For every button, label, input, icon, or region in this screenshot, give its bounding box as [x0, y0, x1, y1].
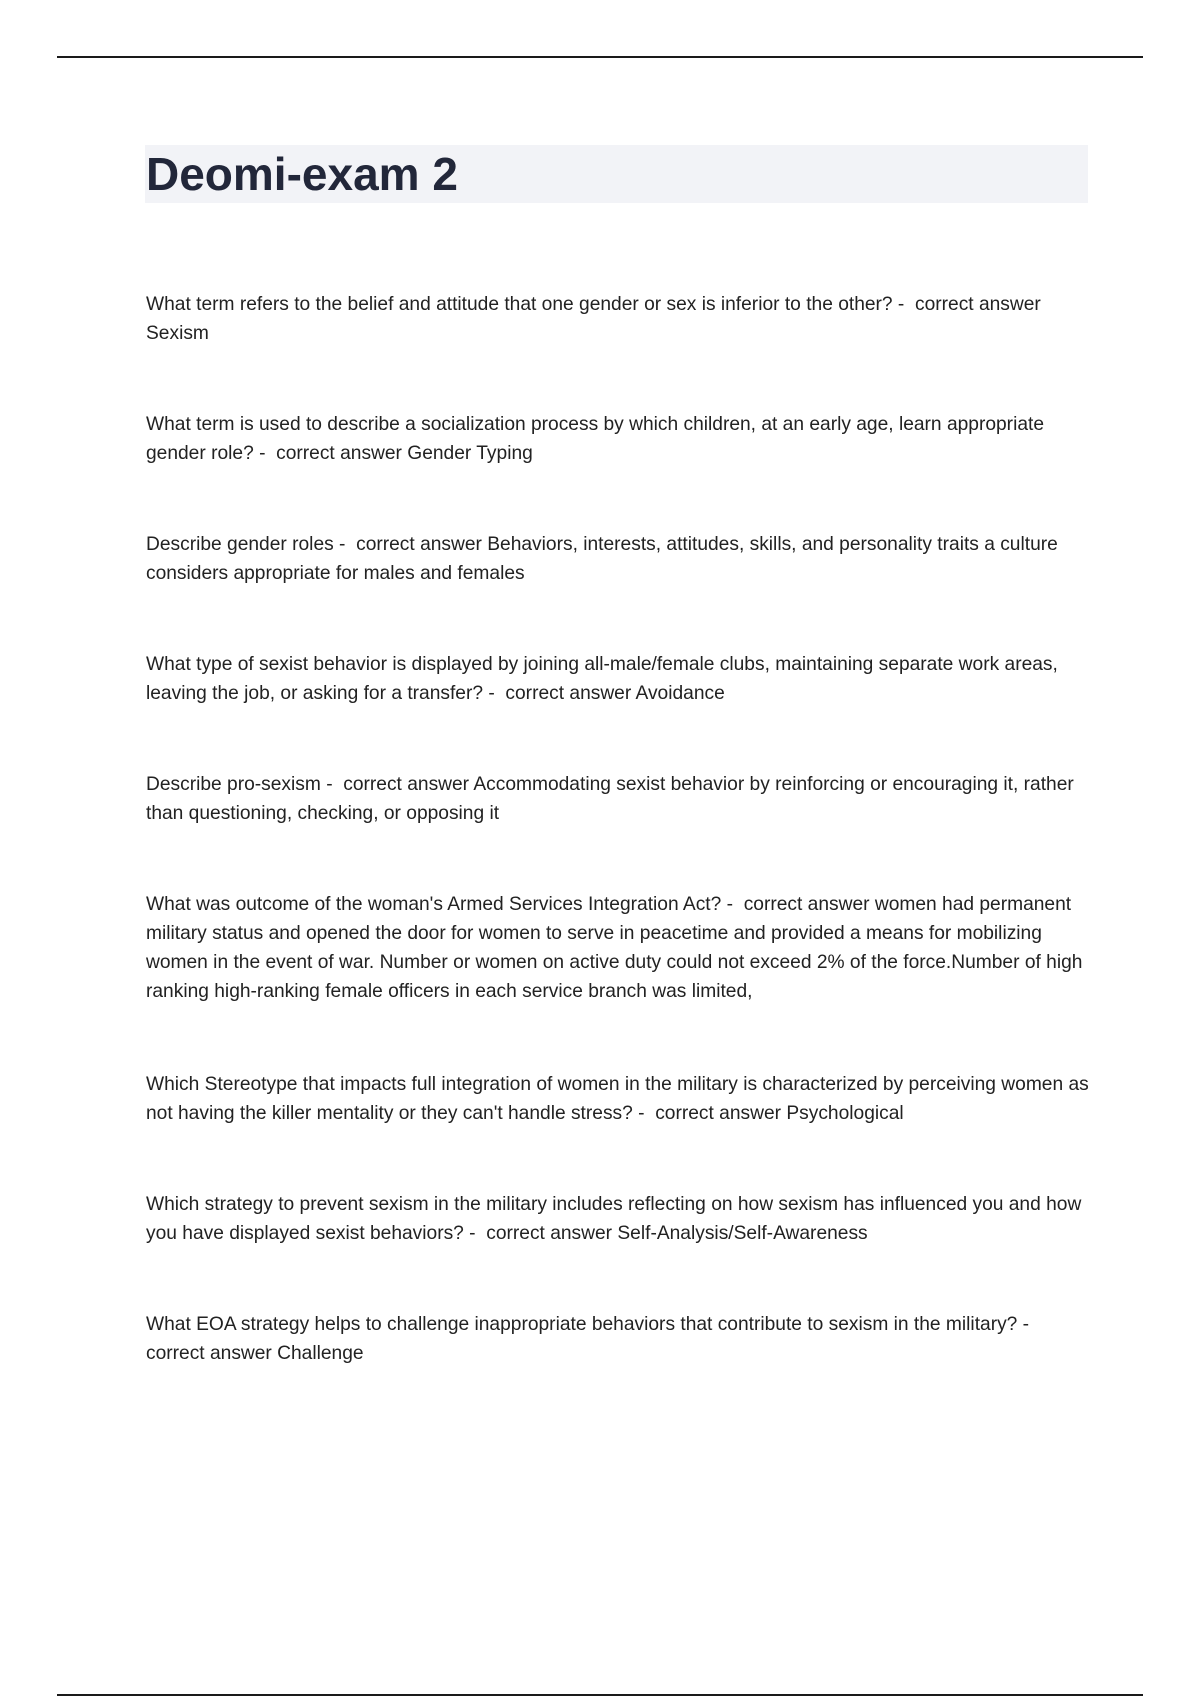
question-text: What term is used to describe a socialization process by which children, at an early age, learn appropriate gender role? - — [146, 414, 1045, 464]
qa-item — [146, 650, 1096, 708]
question-text: What was outcome of the woman's Armed Services Integration Act? - — [146, 894, 744, 915]
question-text: Which strategy to prevent sexism in the military includes reflecting on how sexism has influenced you and how you have displayed sexist behaviors? - — [146, 1194, 1082, 1244]
answer-text: correct answer women had permanent military status and opened the door for women to serve in peacetime and provided a means for mobilizing women in the event of war. Number or women on active duty could not exceed 2% of the force.Number of high ranking high-ranking female officers in each service branch was limited, — [146, 894, 1083, 1002]
question-text: What type of sexist behavior is displayed by joining all-male/female clubs, maintaining separate work areas, leaving the job, or asking for a transfer? - — [146, 654, 1058, 704]
answer-text: correct answer Gender Typing — [276, 443, 533, 464]
qa-item — [146, 890, 1096, 1006]
answer-text: correct answer Self-Analysis/Self-Awareness — [486, 1223, 868, 1244]
qa-item — [146, 770, 1096, 828]
answer-text: correct answer Challenge — [146, 1343, 364, 1364]
top-divider — [57, 56, 1143, 58]
question-text: What term refers to the belief and attitude that one gender or sex is inferior to the other? - — [146, 294, 915, 315]
qa-item — [146, 1310, 1096, 1368]
document-title: Deomi-exam 2 — [146, 148, 458, 200]
answer-text: correct answer Behaviors, interests, attitudes, skills, and personality traits a culture considers appropriate for males and females — [146, 534, 1058, 584]
bottom-divider — [57, 1694, 1143, 1696]
question-text: What EOA strategy helps to challenge inappropriate behaviors that contribute to sexism in the military? - — [146, 1314, 1035, 1335]
answer-text: correct answer Psychological — [655, 1103, 904, 1124]
question-text: Which Stereotype that impacts full integration of women in the military is characterized by perceiving women as not having the killer mentality or they can't handle stress? - — [146, 1074, 1089, 1124]
qa-item — [146, 410, 1096, 468]
question-text: Describe gender roles - — [146, 534, 357, 555]
answer-text: correct answer Accommodating sexist behavior by reinforcing or encouraging it, rather than questioning, checking, or opposing it — [146, 774, 1074, 824]
answer-text: correct answer Sexism — [146, 294, 1041, 344]
answer-text: correct answer Avoidance — [505, 683, 725, 704]
qa-item — [146, 530, 1096, 588]
qa-item — [146, 1070, 1096, 1128]
qa-item — [146, 1190, 1096, 1248]
question-text: Describe pro-sexism - — [146, 774, 344, 795]
qa-item — [146, 290, 1096, 348]
